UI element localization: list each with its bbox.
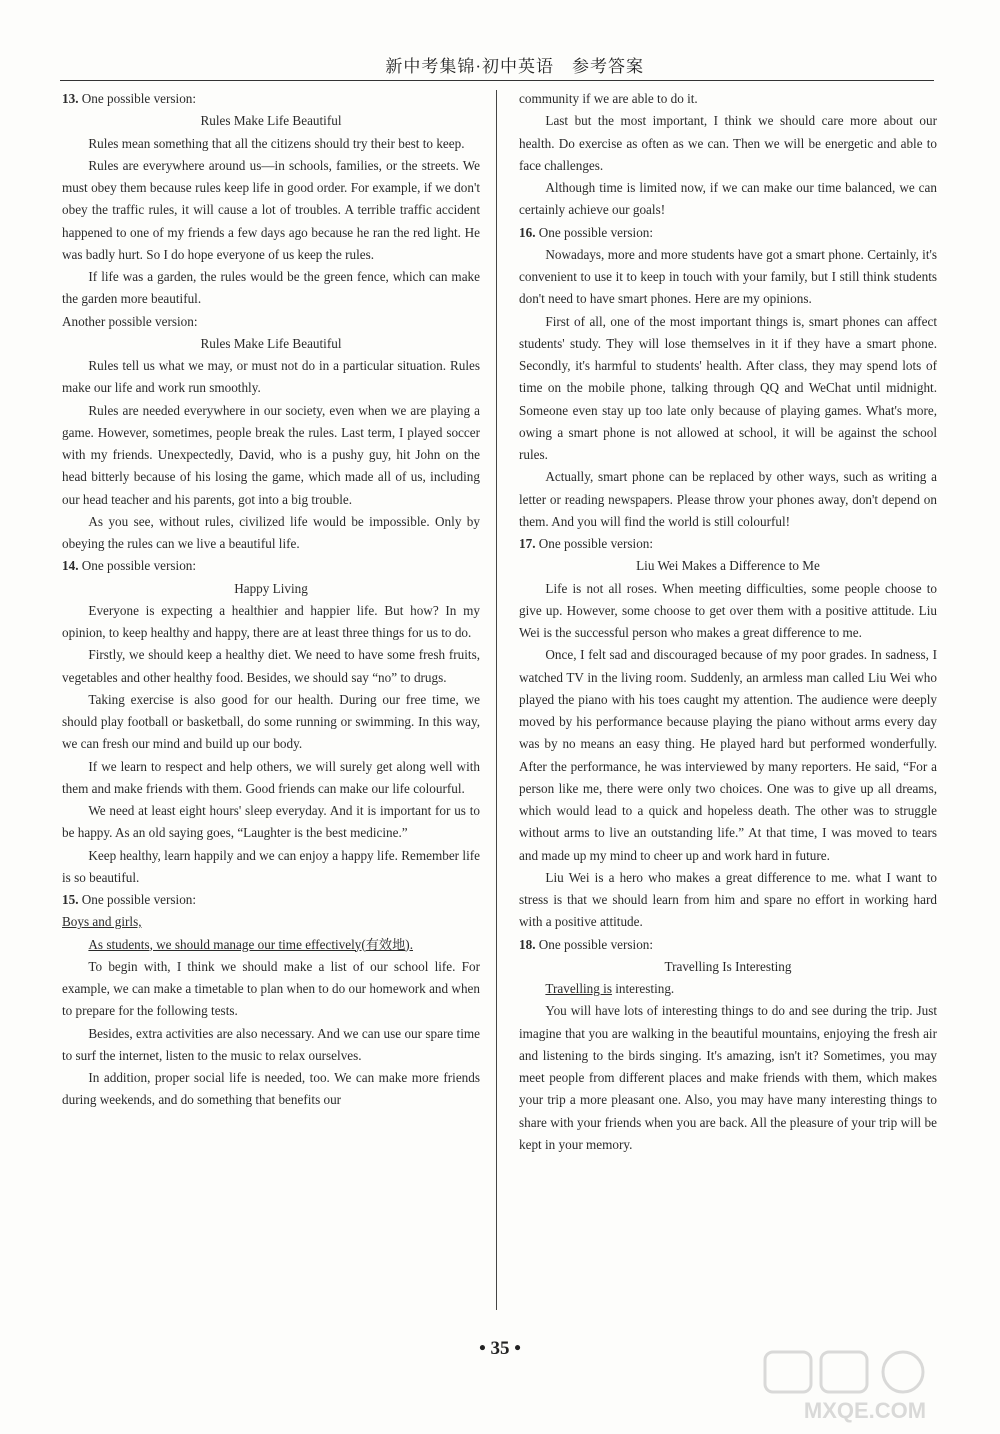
q15-paragraph: Besides, extra activities are also necessary. And we can use our spare time to surf the internet, listen to the music to relax ourselves. (62, 1025, 480, 1063)
q17-heading (519, 533, 937, 555)
q15-number: 15. (62, 892, 79, 907)
q15-topic-line (62, 934, 480, 956)
watermark-logo (745, 1350, 985, 1425)
q15-salutation (62, 911, 480, 933)
q13-number: 13. (62, 91, 79, 106)
q13-another-version: Another possible version: (62, 313, 198, 329)
page-header (60, 50, 934, 81)
q16-paragraph: First of all, one of the most important things is, smart phones can affect students' study. They will lose themselves in it if they have a smart phone. Secondly, it's harmful to students' health. After class, they may spend lots of time on the mobile phone, talking through QQ and WeChat until midnight. Someone even stay up too late only because of playing games. What's more, owing a smart phone is not allowed at school, it will be against the school rules. (519, 313, 937, 462)
q15-intro: One possible version: (78, 892, 197, 907)
q13-title: Rules Make Life Beautiful (200, 113, 342, 129)
watermark-text: MXQE.COM (803, 1398, 927, 1423)
q14-paragraph: Keep healthy, learn happily and we can enjoy a happy life. Remember life is so beautiful. (62, 847, 480, 885)
q17-title: Liu Wei Makes a Difference to Me (636, 558, 820, 574)
q17-paragraph: Life is not all roses. When meeting difficulties, some people choose to give up. However, some choose to get over them with a positive attitude. Liu Wei is the successful person who makes a great difference to me. (519, 580, 937, 640)
q18-first-line (519, 978, 937, 1000)
q15-heading (62, 889, 480, 911)
q18-number: 18. (519, 936, 536, 952)
q18-first-underlined: Travelling is (545, 981, 612, 996)
q14-number: 14. (62, 558, 79, 574)
q15-salutation-text: Boys and girls, (62, 914, 142, 930)
q13-paragraph: Rules are everywhere around us—in schools, families, or the streets. We must obey them because rules keep life in good order. For example, if we don't obey the traffic rules, it will cause a lot of troubles. A terrible traffic accident happened to one of my friends a few days ago because he ran the red light. He was badly hurt. So I do hope everyone of us keep the rules. (62, 157, 480, 262)
page-number: • 35 • (479, 1338, 521, 1359)
q14-paragraph: If we learn to respect and help others, we will surely get along well with them and make friends with them. Good friends can make our life colourful. (62, 758, 480, 796)
q13-paragraph: As you see, without rules, civilized life would be impossible. Only by obeying the rules can we live a beautiful life. (62, 513, 480, 551)
q16-intro: One possible version: (535, 224, 654, 240)
q14-intro: One possible version: (78, 558, 197, 574)
q17-number: 17. (519, 536, 536, 551)
q15-topic-text: As students, we should manage our time effectively(有效地). (88, 936, 413, 952)
q18-title: Travelling Is Interesting (664, 958, 792, 974)
q15-paragraph: To begin with, I think we should make a list of our school life. For example, we can make a timetable to plan when to do our homework and when to prepare for the following tests. (62, 958, 480, 1019)
q13-heading (62, 88, 480, 110)
q13-title-2: Rules Make Life Beautiful (200, 335, 342, 351)
left-column (62, 88, 480, 1112)
q17-paragraph: Liu Wei is a hero who makes a great difference to me. what I want to stress is that we should learn from him and spare no effort in working hard with a positive attitude. (519, 869, 937, 930)
q16-paragraph: Nowadays, more and more students have got a smart phone. Certainly, it's convenient to use it to keep in touch with your family, but I still think students don't need to have smart phones. Here are my opinions. (519, 246, 937, 307)
q16-heading (519, 222, 937, 244)
q13-intro: One possible version: (78, 91, 197, 106)
q13-paragraph: Rules tell us what we may, or must not do in a particular situation. Rules make our life and work run smoothly. (62, 358, 480, 396)
q16-number: 16. (519, 224, 536, 240)
q14-paragraph: Firstly, we should keep a healthy diet. We need to have some fresh fruits, vegetables and other healthy food. Besides, we should say “no” to drugs. (62, 647, 480, 685)
q13-paragraph: If life was a garden, the rules would be the green fence, which can make the garden more beautiful. (62, 269, 480, 307)
q15-paragraph: Last but the most important, I think we should care more about our health. Do exercise as often as we can. Then we will be energetic and able to face challenges. (519, 113, 937, 173)
q13-paragraph: Rules mean something that all the citizens should try their best to keep. (88, 135, 465, 151)
q14-title: Happy Living (234, 580, 308, 596)
q15-continuation: community if we are able to do it. (519, 91, 698, 106)
q18-first-rest: interesting. (611, 981, 675, 996)
right-column (519, 88, 937, 1156)
q15-paragraph: In addition, proper social life is needed, too. We can make more friends during weekends, and do something that benefits our (62, 1070, 480, 1108)
q13-paragraph: Rules are needed everywhere in our society, even when we are playing a game. However, sometimes, people break the rules. Last term, I played soccer with my friends. Unexpectedly, David, who is a pushy guy, hit John on the head bitterly because of his losing the game, which made all of us, including our head teacher and his parents, got into a big trouble. (62, 402, 480, 507)
header-title: 新中考集锦·初中英语 参考答案 (385, 57, 644, 76)
q17-paragraph: Once, I felt sad and discouraged because of my poor grades. In sadness, I watched TV in the living room. Suddenly, an armless man called Liu Wei who played the piano with his toes caught my attention. The audience were deeply moved by his performance because playing the piano without arms every day was by no means an easy thing. He played hard but performed wonderfully. After the performance, he was interviewed by many reporters. He said, “For a person like me, there were only two choices. One was to give up all dreams, which would lead to a quick and hopeless death. The other was to struggle without arms to live an outstanding life.” At that time, I was moved to tears and made up my mind to cheer up and work hard in future. (519, 647, 937, 863)
q17-intro: One possible version: (535, 536, 654, 551)
q14-paragraph: We need at least eight hours' sleep everyday. And it is important for us to be happy. As an old saying goes, “Laughter is the best medicine.” (62, 803, 480, 841)
q14-paragraph: Everyone is expecting a healthier and happier life. But how? In my opinion, to keep healthy and happy, there are at least three things for us to do. (62, 602, 480, 640)
q14-heading (62, 555, 480, 577)
q16-paragraph: Actually, smart phone can be replaced by other ways, such as writing a letter or reading newspapers. Please throw your phones away, don't depend on them. And you will find the world is still colourful! (519, 469, 937, 529)
q14-paragraph: Taking exercise is also good for our health. During our free time, we should play football or basketball, do some running or swimming. In this way, we can fresh our mind and build up our body. (62, 691, 480, 752)
column-divider (496, 90, 497, 1310)
q15-paragraph: Although time is limited now, if we can make our time balanced, we can certainly achieve our goals! (519, 180, 937, 218)
q18-intro: One possible version: (535, 936, 654, 952)
q18-paragraph: You will have lots of interesting things to do and see during the trip. Just imagine that you are walking in the beautiful mountains, enjoying the fresh air and listening to the birds singing. It's amazing, isn't it? Sometimes, you may meet people from different places and make friends with them, which makes your trip a more pleasant one. Also, you may have many interesting things to share with your friends when you are back. All the pleasure of your trip will be kept in your memory. (519, 1003, 937, 1152)
q18-heading (519, 934, 937, 956)
